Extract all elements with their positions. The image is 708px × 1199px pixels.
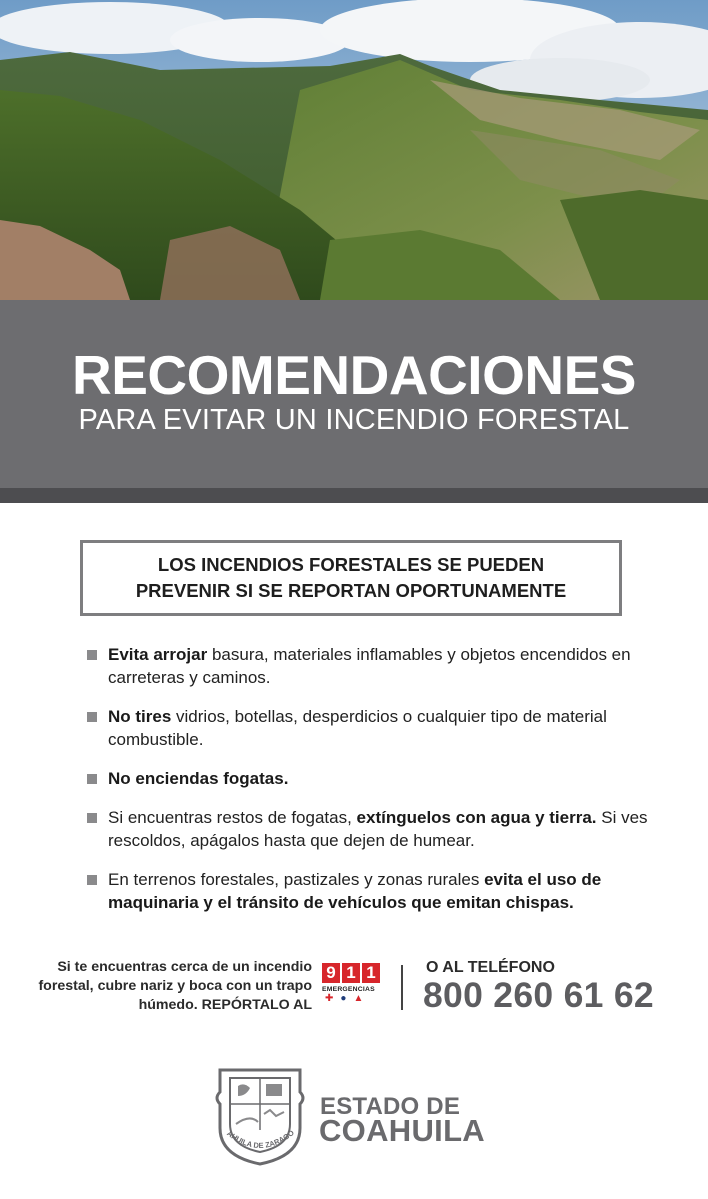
recommendation-item: [86, 705, 656, 751]
state-name-line-1: ESTADO DE: [320, 1093, 461, 1120]
page-subtitle: PARA EVITAR UN INCENDIO FORESTAL: [78, 404, 630, 436]
recommendation-emphasis: evita el uso de maquinaria y el tránsito de vehículos que emitan chispas.: [108, 870, 602, 912]
recommendations-list: [86, 643, 656, 930]
seal-text: AHUILA DE ZARAGO: [225, 1128, 296, 1151]
recommendation-text: Si encuentras restos de fogatas,: [108, 808, 357, 827]
recommendation-item: [86, 767, 656, 790]
contact-divider: [401, 965, 403, 1010]
mountain-landscape-photo: [0, 0, 708, 300]
recommendation-text: En terrenos forestales, pastizales y zonas rurales: [108, 870, 485, 889]
coahuila-seal-icon: [210, 1064, 310, 1166]
prevention-callout-box: [80, 540, 622, 616]
recommendation-item: [86, 868, 656, 914]
square-bullet-icon: [87, 875, 97, 885]
recommendation-text: Si ves rescoldos, apágalos hasta que dejen de humear.: [108, 808, 648, 850]
title-band-strip: [0, 488, 708, 503]
report-call-to-action: REPÓRTALO AL: [201, 997, 312, 1013]
square-bullet-icon: [87, 650, 97, 660]
emergency-digit: 9: [322, 963, 340, 983]
advice-line: forestal, cubre nariz y boca con un trapo: [38, 978, 312, 994]
callout-line-2: PREVENIR SI SE REPORTAN OPORTUNAMENTE: [135, 580, 567, 601]
state-name-line-2: COAHUILA: [319, 1113, 485, 1148]
emergency-digit: 1: [362, 963, 380, 983]
recommendation-item: [86, 806, 656, 852]
medical-cross-icon: ✚: [325, 993, 334, 1004]
emergency-label: EMERGENCIAS: [322, 986, 375, 993]
recommendation-text: basura, materiales inflamables y objetos encendidos en carreteras y caminos.: [108, 645, 631, 687]
recommendation-emphasis: No tires: [108, 707, 172, 726]
recommendation-emphasis: extínguelos con agua y tierra.: [356, 808, 597, 827]
phone-number[interactable]: 800 260 61 62: [423, 975, 654, 1015]
recommendation-item: [86, 643, 656, 689]
emergency-911-logo: [322, 963, 382, 1013]
phone-label: O AL TELÉFONO: [426, 959, 555, 976]
advice-line: Si te encuentras cerca de un incendio: [57, 959, 312, 975]
callout-line-1: LOS INCENDIOS FORESTALES SE PUEDEN: [157, 554, 545, 575]
page-title: RECOMENDACIONES: [72, 344, 636, 406]
recommendation-emphasis: Evita arrojar: [108, 645, 208, 664]
police-icon: ●: [340, 993, 347, 1004]
square-bullet-icon: [87, 813, 97, 823]
report-advice-text: [18, 958, 312, 1015]
advice-line: húmedo.: [138, 997, 202, 1013]
square-bullet-icon: [87, 774, 97, 784]
recommendation-text: vidrios, botellas, desperdicios o cualquier tipo de material combustible.: [108, 707, 607, 749]
recommendation-emphasis: No enciendas fogatas.: [108, 769, 289, 788]
square-bullet-icon: [87, 712, 97, 722]
fire-icon: ▲: [353, 993, 364, 1004]
emergency-digit: 1: [342, 963, 360, 983]
